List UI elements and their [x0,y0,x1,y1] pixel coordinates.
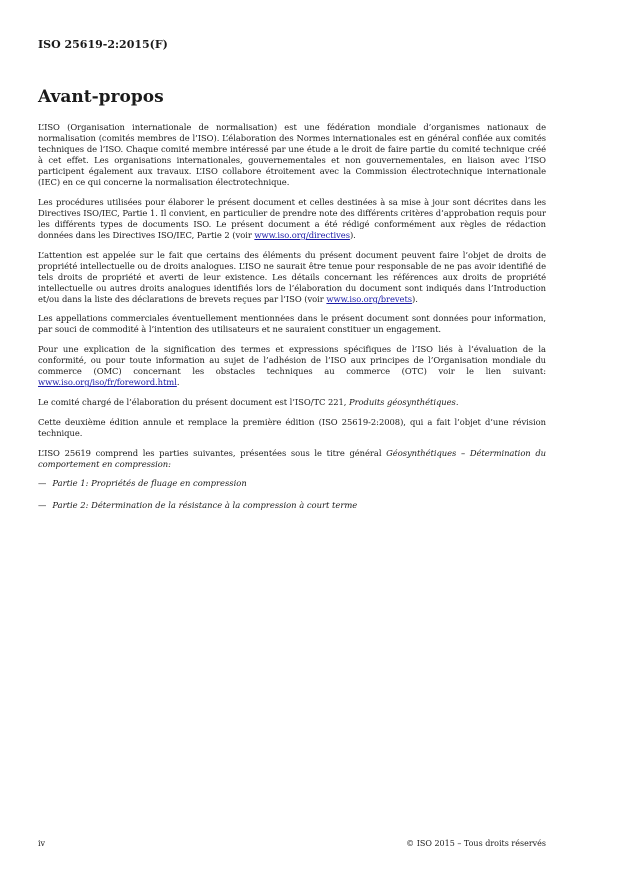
foreword-link[interactable]: www.iso.org/iso/fr/foreword.html [38,377,177,388]
document-id-header: ISO 25619-2:2015(F) [38,38,168,51]
page-title: Avant-propos [38,87,164,107]
committee-name: Produits géosynthétiques [349,396,456,407]
paragraph-conformity [38,344,546,388]
directives-link[interactable]: www.iso.org/directives [254,229,350,240]
paragraph-iso-intro: L’ISO (Organisation internationale de normalisation) est une fédération mondiale d’organismes nationaux de normalisation (comités membres de l’ISO). L’élaboration des Normes internationales est en général confiée aux comités techniques de l’ISO. Chaque comité membre intéressé par une étude a le droit de faire partie du comité technique créé à cet effet. Les organisations internationales, gouvernementales et non gouvernementales, en liaison avec l’ISO participent également aux travaux. L’ISO collabore étroitement avec la Commission électrotechnique internationale (IEC) en ce qui concerne la normalisation électrotechnique. [38,122,546,187]
paragraph-edition: Cette deuxième édition annule et remplace la première édition (ISO 25619-2:2008), qui a fait l’objet d’une révision technique. [38,416,546,438]
list-item-label: Partie 1: Propriétés de fluage en compression [52,478,247,489]
page-number: iv [38,839,46,848]
foreword-body [38,122,546,522]
paragraph-trade-names: Les appellations commerciales éventuellement mentionnées dans le présent document sont données pour information, par souci de commodité à l’intention des utilisateurs et ne sauraient constituer un engagement. [38,313,546,335]
dash-bullet: — [38,500,47,511]
list-item-label: Partie 2: Détermination de la résistance à la compression à court terme [52,500,358,511]
paragraph-patents-text: L’attention est appelée sur le fait que certains des éléments du présent document peuvent faire l’objet de droits de propriété intellectuelle ou de droits analogues. L’ISO ne saurait être tenue pour responsable de ne pas avoir identifié de tels droits de propriété et averti de leur existence. Les détails concernant les références aux droits de propriété intellectuelle ou autres droits analogues identifiés lors de l’élaboration du document sont indiqués dans l’Introduction et/ou dans la liste des déclarations de brevets reçues par l’ISO (voir [38,249,546,304]
paragraph-committee-text: Le comité chargé de l’élaboration du présent document est l’ISO/TC 221, [38,396,350,407]
paragraph-patents-end: ). [412,293,418,304]
paragraph-conformity-text: Pour une explication de la signification des termes et expressions spécifiques de l’ISO liés à l’évaluation de la conformité, ou pour toute information au sujet de l’adhésion de l’ISO aux principes de l’Organisation mondiale du commerce (OMC) concernant les obstacles techniques au commerce (OTC) voir le lien suivant: [38,344,546,377]
paragraph-parts-text: L’ISO 25619 comprend les parties suivantes, présentées sous le titre général [38,447,387,458]
paragraph-patents [38,250,546,305]
dash-bullet: — [38,478,47,489]
paragraph-conformity-end: . [176,377,180,388]
list-item [38,500,546,511]
patents-link[interactable]: www.iso.org/brevets [326,293,413,304]
copyright-notice: © ISO 2015 – Tous droits réservés [406,839,546,848]
paragraph-committee-end: . [455,396,459,407]
paragraph-procedures [38,197,546,241]
paragraph-procedures-end: ). [349,229,356,240]
paragraph-parts [38,448,546,470]
general-title: Géosynthétiques – Détermination du comportement en compression: [38,447,547,469]
paragraph-committee [38,397,546,408]
paragraph-procedures-text: Les procédures utilisées pour élaborer le présent document et celles destinées à sa mise à jour sont décrites dans les Directives ISO/IEC, Partie 1. Il convient, en particulier de prendre note des différents critères d’approbation requis pour les différents types de documents ISO. Le présent document a été rédigé conformément aux règles de rédaction données dans les Directives ISO/IEC, Partie 2 (voir [38,196,546,240]
list-item [38,478,546,489]
